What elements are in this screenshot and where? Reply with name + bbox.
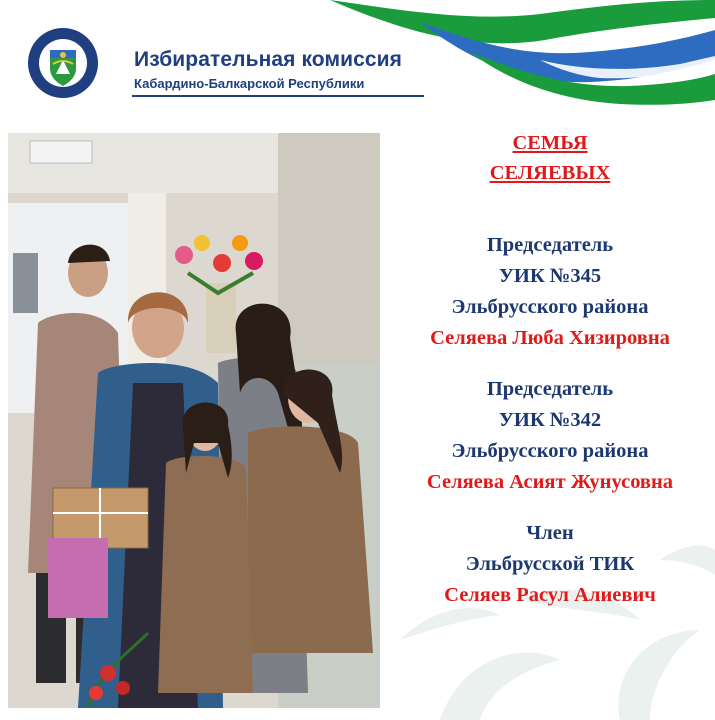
member-name: Селяева Асият Жунусовна (426, 471, 674, 493)
member-role-line: УИК №345 (498, 265, 602, 287)
member-1 (395, 230, 705, 354)
member-role-line: Эльбрусской ТИК (465, 553, 635, 575)
org-title: Избирательная комиссия (134, 48, 403, 71)
member-role-line: Эльбрусского района (451, 296, 649, 318)
header-divider (132, 95, 424, 97)
org-subtitle: Кабардино-Балкарской Республики (134, 76, 365, 91)
heading-line-1: СЕМЬЯ (512, 132, 588, 154)
member-role-line: Член (526, 522, 574, 544)
emblem-icon (28, 28, 98, 98)
member-2 (395, 374, 705, 498)
family-info (395, 128, 705, 611)
member-3 (395, 518, 705, 611)
family-photo (8, 133, 380, 708)
member-role-line: Эльбрусского района (451, 440, 649, 462)
member-role-line: Председатель (486, 234, 614, 256)
member-name: Селяев Расул Алиевич (444, 584, 656, 606)
member-role-line: Председатель (486, 378, 614, 400)
heading-line-2: СЕЛЯЕВЫХ (489, 162, 611, 184)
member-role-line: УИК №342 (498, 409, 602, 431)
member-name: Селяева Люба Хизировна (430, 327, 670, 349)
